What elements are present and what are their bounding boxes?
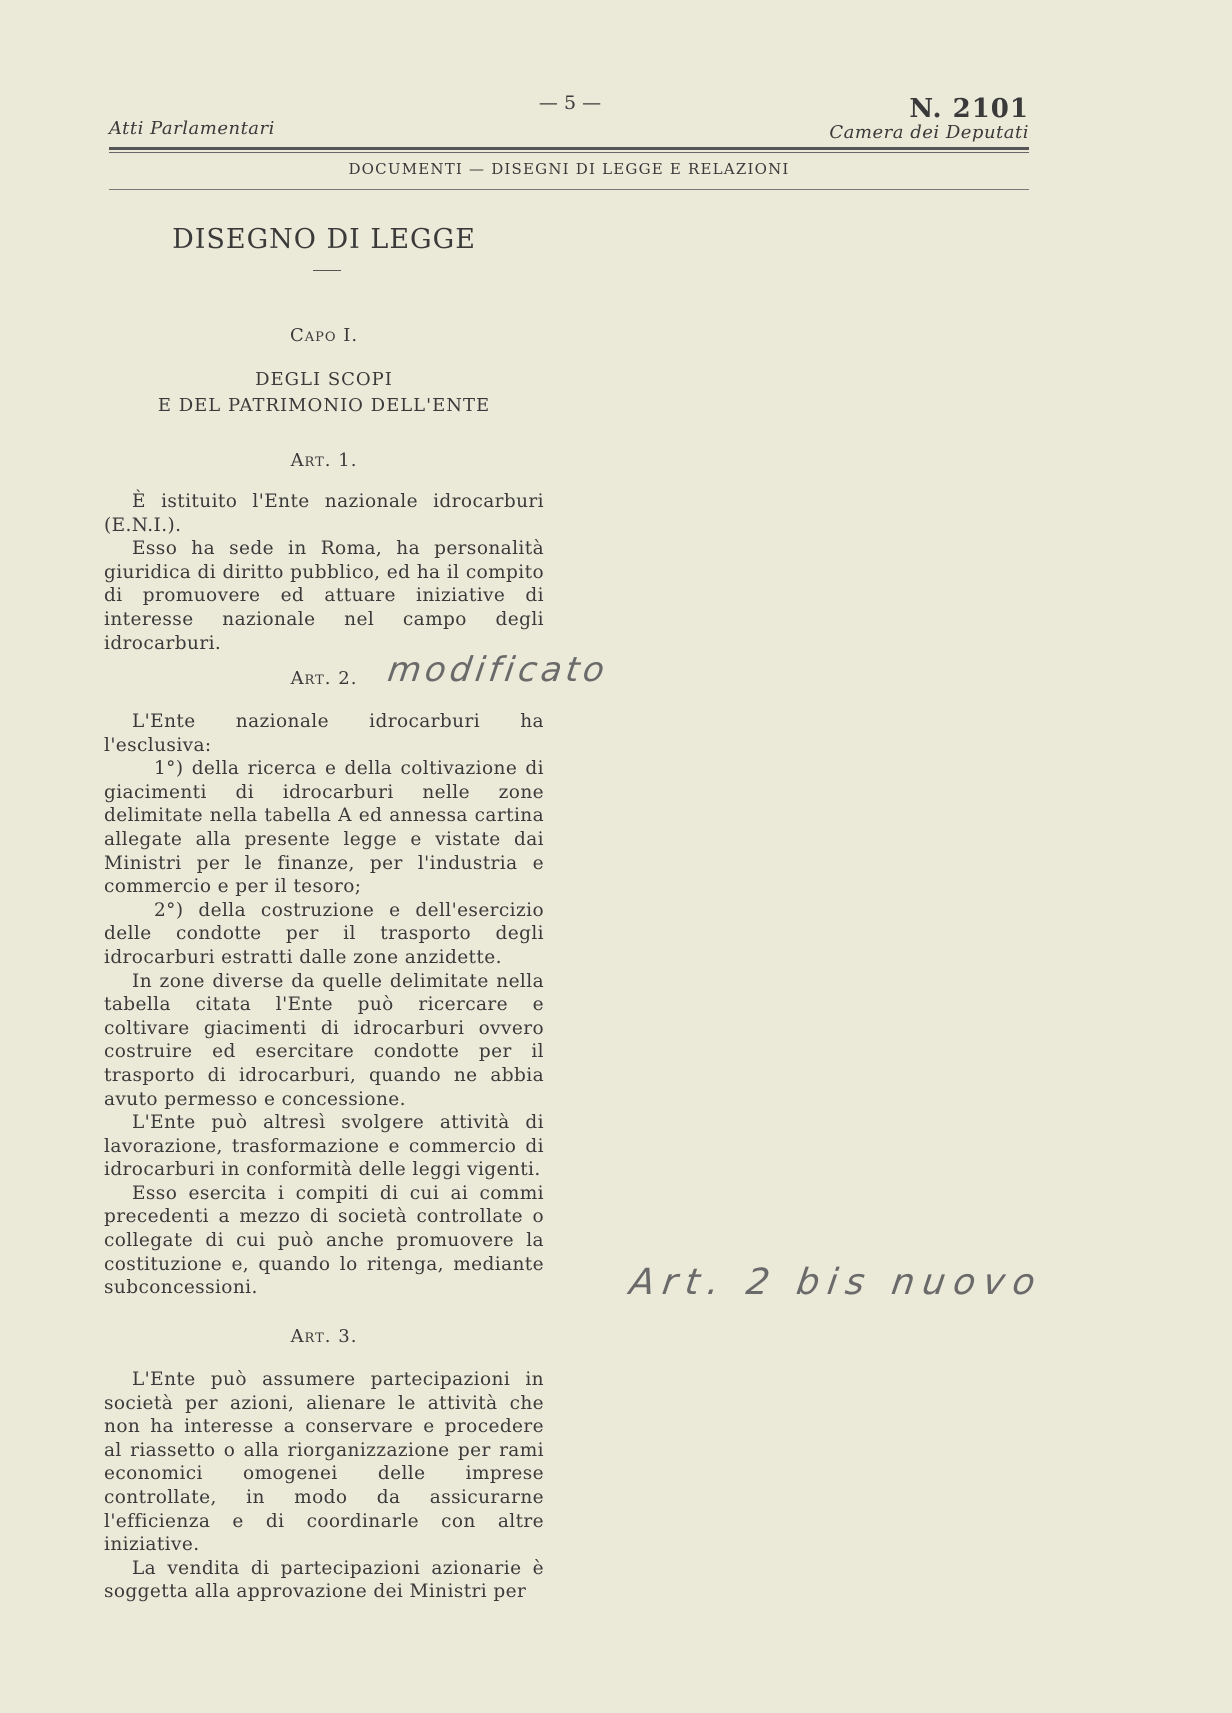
handwritten-modificato: modificato: [385, 650, 611, 690]
capo-heading: [104, 367, 544, 419]
art1-body: [104, 490, 544, 655]
art3-body: [104, 1368, 544, 1604]
page-number: — 5 —: [538, 92, 602, 114]
art2-label: Art. 2.: [290, 668, 358, 689]
header-rule-thick: [109, 147, 1029, 150]
section-rule: [109, 189, 1029, 190]
art3-heading: [104, 1326, 544, 1347]
capo-block: [104, 325, 544, 346]
art2-paragraph-5: L'Ente può altresì svolgere attività di lavorazione, trasformazione e commercio di idrocarburi in conformità delle leggi vigenti.: [104, 1112, 544, 1181]
art1-heading: [104, 450, 544, 471]
art3-paragraph-1: L'Ente può assumere partecipazioni in società per azioni, alienare le attività che non ha interesse a conservare e procedere al riassetto o alla riorganizzazione per rami economici omogenei delle imprese controllate, in modo da assicurarne l'efficienza e di coordinarle con altre iniziative.: [104, 1369, 544, 1556]
art1-paragraph-2: Esso ha sede in Roma, ha personalità giuridica di diritto pubblico, ed ha il compito di promuovere ed attuare iniziative di interesse nazionale nel campo degli idrocarburi.: [104, 538, 544, 654]
header-right: Camera dei Deputati: [829, 122, 1029, 143]
art1-label: Art. 1.: [290, 450, 358, 471]
capo-heading-line2: E DEL PATRIMONIO DELL'ENTE: [157, 395, 491, 416]
header-left: Atti Parlamentari: [109, 118, 275, 139]
section-heading: DOCUMENTI — DISEGNI DI LEGGE E RELAZIONI: [348, 160, 790, 178]
art2-paragraph-2: 1°) della ricerca e della coltivazione di giacimenti di idrocarburi nelle zone delimitate nella tabella A ed annessa cartina allegate alla presente legge e vistate dai Ministri per le finanze, per l'industria e commercio e per il tesoro;: [104, 758, 544, 898]
art2-paragraph-4: In zone diverse da quelle delimitate nella tabella citata l'Ente può ricercare e coltivare giacimenti di idrocarburi ovvero costruire ed esercitare condotte per il trasporto di idrocarburi, quando ne abbia avuto permesso e concessione.: [104, 970, 544, 1110]
document-number: N. 2101: [909, 94, 1029, 124]
page-title: DISEGNO DI LEGGE: [172, 224, 476, 255]
art3-paragraph-2: La vendita di partecipazioni azionarie è soggetta alla approvazione dei Ministri per: [104, 1557, 544, 1603]
title-dash: [313, 270, 341, 271]
capo-heading-line1: DEGLI SCOPI: [255, 369, 393, 390]
art2-paragraph-3: 2°) della costruzione e dell'esercizio delle condotte per il trasporto degli idrocarburi estratti dalle zone anzidette.: [104, 899, 544, 968]
art2-paragraph-6: Esso esercita i compiti di cui ai commi precedenti a mezzo di società controllate o collegate di cui può anche promuovere la costituzione e, quando lo ritenga, mediante subconcessioni.: [104, 1182, 544, 1299]
header-rule-thin: [109, 152, 1029, 153]
art1-paragraph-1: È istituito l'Ente nazionale idrocarburi (E.N.I.).: [104, 491, 544, 536]
capo-label: Capo I.: [289, 325, 359, 346]
art2-paragraph-1: L'Ente nazionale idrocarburi ha l'esclusiva:: [104, 711, 544, 756]
art2-body: [104, 710, 544, 1300]
art3-label: Art. 3.: [290, 1326, 358, 1347]
handwritten-art-2-bis: Art. 2 bis nuovo: [627, 1262, 1046, 1303]
